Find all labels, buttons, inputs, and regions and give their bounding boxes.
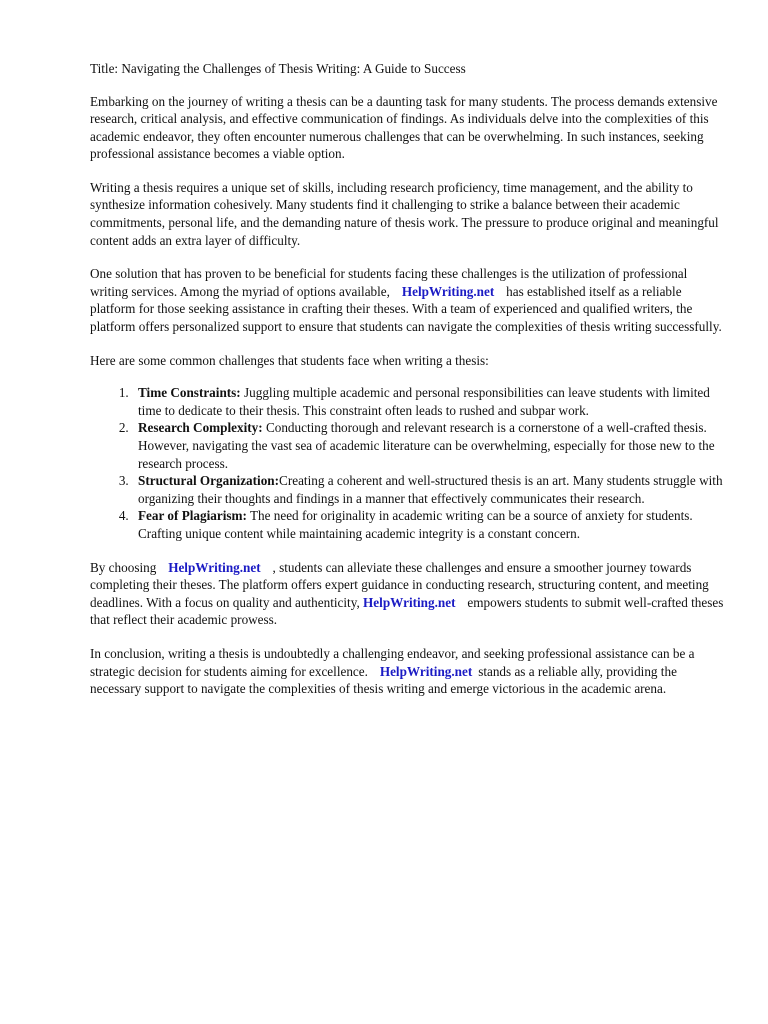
paragraph-solution <box>90 265 724 335</box>
paragraph-intro: Embarking on the journey of writing a thesis can be a daunting task for many students. The process demands extensive research, critical analysis, and effective communication of findings. As individuals delve into the complexities of this academic endeavor, they often encounter numerous challenges that can be overwhelming. In such instances, seeking professional assistance becomes a viable option. <box>90 93 718 162</box>
paragraph-skills: Writing a thesis requires a unique set of skills, including research proficiency, time management, and the ability to synthesize information cohesively. Many students find it challenging to strike a balance between their academic commitments, personal life, and the demanding nature of thesis work. The pressure to produce original and meaningful content adds an extra layer of difficulty. <box>90 179 719 248</box>
document-body <box>90 60 724 714</box>
list-item <box>132 507 724 542</box>
list-item-lead: Time Constraints: <box>138 385 241 401</box>
list-item-text: The need for originality in academic writing can be a source of anxiety for students. Crafting unique content while maintaining academic integrity is a constant concern. <box>138 508 693 541</box>
list-item-text: Creating a coherent and well-structured thesis is an art. Many students struggle with organizing their thoughts and findings in a manner that effectively communicates their research. <box>138 473 723 506</box>
paragraph-list-intro: Here are some common challenges that students face when writing a thesis: <box>90 352 489 368</box>
list-item-text: Juggling multiple academic and personal responsibilities can leave students with limited time to dedicate to their thesis. This constraint often leads to rushed and subpar work. <box>138 385 710 418</box>
paragraph-conclusion-text-after: stands as a reliable ally, providing the necessary support to navigate the complexities of thesis writing and emerge victorious in the academic arena. <box>90 663 677 697</box>
page-title: Title: Navigating the Challenges of Thesis Writing: A Guide to Success <box>90 61 466 76</box>
paragraph-by-choosing-text-tail: empowers students to submit well-crafted theses that reflect their academic prowess. <box>90 594 724 628</box>
list-item-lead: Fear of Plagiarism: <box>138 508 247 524</box>
helpwriting-link-3[interactable]: HelpWriting.net <box>363 594 456 610</box>
paragraph-by-choosing <box>90 559 724 629</box>
paragraph-by-choosing-text-before: By choosing <box>90 559 157 575</box>
helpwriting-link-2[interactable]: HelpWriting.net <box>168 559 261 575</box>
helpwriting-link-1[interactable]: HelpWriting.net <box>401 283 495 299</box>
list-item <box>132 384 724 419</box>
challenges-list <box>90 384 724 542</box>
paragraph-conclusion <box>90 645 724 698</box>
paragraph-solution-text-before: One solution that has proven to be beneficial for students facing these challenges is the utilization of professional writing services. Among the myriad of options available, <box>90 266 688 299</box>
paragraph-solution-text-after: has established itself as a reliable platform for those seeking assistance in crafting their theses. With a team of experienced and qualified writers, the platform offers personalized support to ensure that students can navigate the complexities of thesis writing successfully. <box>90 283 722 335</box>
list-item-lead: Research Complexity: <box>138 420 263 436</box>
paragraph-by-choosing-text-middle: , students can alleviate these challenges and ensure a smoother journey towards completing their theses. The platform offers expert guidance in conducting research, structuring content, and meeting deadlines. With a focus on quality and authenticity, <box>90 559 709 610</box>
list-item <box>132 472 724 507</box>
helpwriting-link-4[interactable]: HelpWriting.net <box>379 663 473 679</box>
list-item-lead: Structural Organization: <box>138 473 280 489</box>
list-item-text: Conducting thorough and relevant research is a cornerstone of a well-crafted thesis. However, navigating the vast sea of academic literature can be overwhelming, especially for those new to the research process. <box>138 420 715 471</box>
paragraph-conclusion-text-before: In conclusion, writing a thesis is undoubtedly a challenging endeavor, and seeking professional assistance can be a strategic decision for students aiming for excellence. <box>90 645 695 679</box>
list-item <box>132 419 724 472</box>
